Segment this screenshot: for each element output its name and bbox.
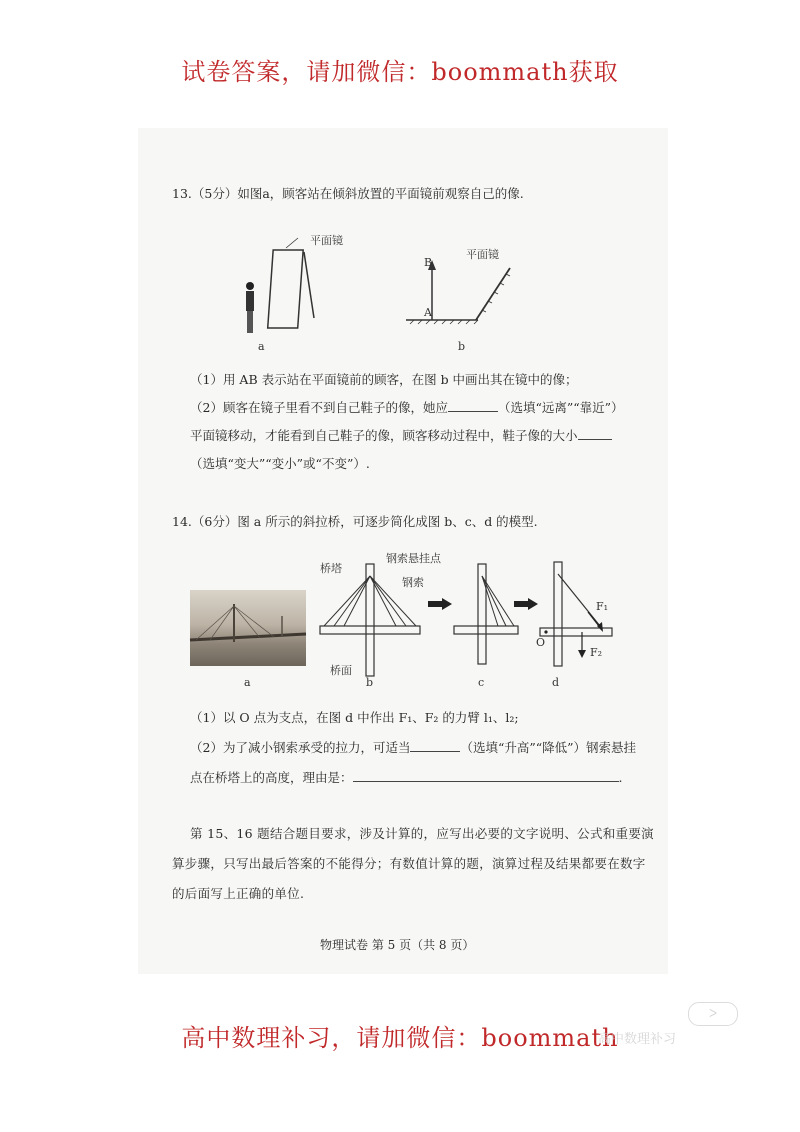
q14-part3-end: . [618, 770, 623, 785]
q13-caption-b: b [458, 340, 466, 353]
q13-fig-a-mirror-label: 平面镜 [310, 234, 343, 247]
q13-part2-text-b: （选填“远离”“靠近”） [497, 400, 624, 415]
tower-c [478, 564, 486, 664]
q13-figure-a [238, 238, 328, 348]
q13-answer-blank-1[interactable] [448, 411, 498, 412]
corner-watermark-text: 高中数理补习 [598, 1032, 677, 1047]
q14-part2-text-a: （2）为了减小钢索承受的拉力，可适当 [190, 740, 411, 755]
label-deck: 桥面 [330, 664, 352, 677]
q14-figure-c [450, 560, 520, 670]
label-anchor-point: 钢索悬挂点 [386, 552, 441, 565]
q14-part1: （1）以 O 点为支点，在图 d 中作出 F₁、F₂ 的力臂 l₁、l₂; [190, 710, 519, 725]
bottom-banner: 高中数理补习，请加微信：boommath [181, 1024, 619, 1052]
q13-part3 [190, 426, 612, 444]
q14-part3 [190, 768, 623, 786]
instructions-line-2: 算步骤，只写出最后答案的不能得分；有数值计算的题，演算过程及结果都要在数字 [172, 856, 646, 871]
top-banner: 试卷答案，请加微信：boommath获取 [181, 58, 619, 86]
point-B: B [424, 256, 433, 269]
q13-figure-b [406, 246, 516, 326]
q13-part2-text-a: （2）顾客在镜子里看不到自己鞋子的像，她应 [190, 400, 448, 415]
q14-part2-text-b: （选填“升高”“降低”）钢索悬挂 [460, 740, 637, 755]
customer-legs [247, 311, 253, 333]
label-cable: 钢索 [402, 576, 424, 589]
q13-part1: （1）用 AB 表示站在平面镜前的顾客，在图 b 中画出其在镜中的像； [190, 372, 578, 387]
q14-figure-d [536, 560, 616, 670]
customer-body [246, 291, 254, 311]
q13-caption-a: a [258, 340, 265, 353]
force-F2-head [578, 650, 586, 658]
q13-mirror-frame [268, 250, 303, 328]
cables-c [482, 576, 514, 626]
q14-part3-text: 点在桥塔上的高度，理由是： [190, 770, 353, 785]
q14-caption-c: c [478, 676, 485, 689]
q13-label-leader [286, 238, 298, 248]
q13-answer-blank-2[interactable] [578, 439, 612, 440]
q13-part2 [190, 398, 624, 416]
exam-page [138, 128, 668, 974]
q14-title: 14.（6分）图 a 所示的斜拉桥，可逐步简化成图 b、c、d 的模型. [172, 514, 538, 529]
cable-d [558, 574, 600, 626]
q13-part4: （选填“变大”“变小”或“不变”）. [190, 456, 370, 471]
bridge-photo-drawing [190, 590, 306, 666]
q14-answer-blank-1[interactable] [410, 751, 460, 752]
bridge-photo [190, 590, 306, 666]
mirror-hatching [482, 274, 510, 312]
pivot-O [544, 630, 547, 633]
instructions-line-1: 第 15、16 题结合题目要求，涉及计算的，应写出必要的文字说明、公式和重要演 [190, 826, 654, 841]
page-footer: 物理试卷 第 5 页（共 8 页） [320, 938, 475, 952]
label-O: O [536, 636, 546, 649]
deck-b [320, 626, 420, 634]
q14-caption-a: a [244, 676, 251, 689]
label-F2: F₂ [590, 646, 603, 659]
point-A: A [424, 306, 432, 319]
q14-part2 [190, 738, 636, 756]
q13-fig-b-mirror-label: 平面镜 [466, 248, 499, 261]
label-tower: 桥塔 [320, 562, 342, 575]
instructions-line-3: 的后面写上正确的单位. [172, 886, 305, 901]
q14-answer-blank-2[interactable] [353, 781, 619, 782]
label-F1: F₁ [596, 600, 609, 613]
q13-mirror-leg [304, 252, 314, 318]
q14-caption-b: b [366, 676, 374, 689]
q13-title: 13.（5分）如图a，顾客站在倾斜放置的平面镜前观察自己的像. [172, 186, 524, 201]
tilted-mirror [476, 268, 510, 320]
q13-part3-text: 平面镜移动，才能看到自己鞋子的像，顾客移动过程中，鞋子像的大小 [190, 428, 578, 443]
watermark-badge: ᐳ [688, 1002, 738, 1026]
q14-caption-d: d [552, 676, 560, 689]
customer-head [246, 282, 254, 290]
